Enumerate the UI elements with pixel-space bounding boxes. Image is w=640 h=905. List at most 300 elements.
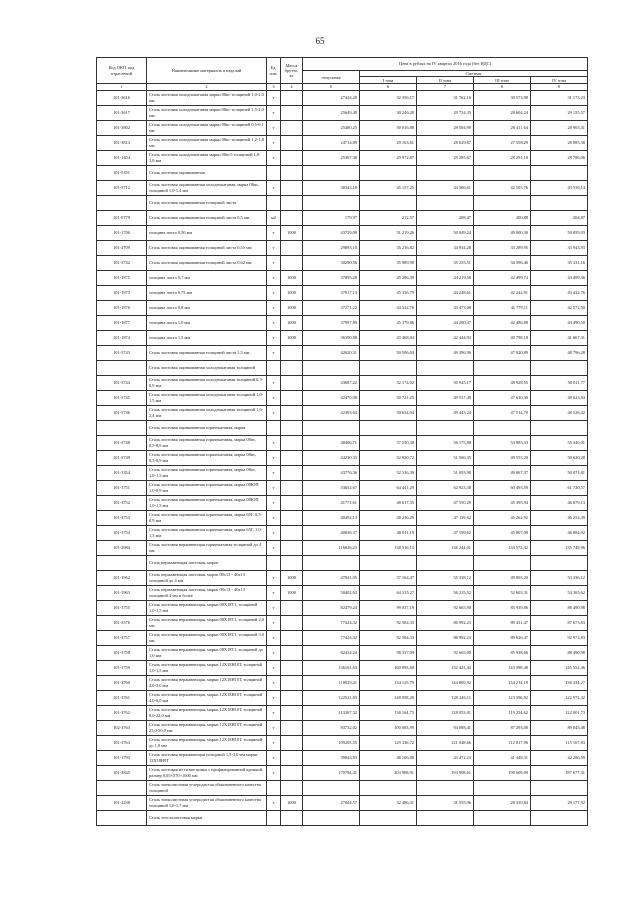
row-price-base: 27424,28 xyxy=(303,90,360,105)
row-mass xyxy=(281,405,303,420)
table-row xyxy=(97,90,588,105)
row-price-zone-4: 48 796,28 xyxy=(531,345,588,360)
row-unit xyxy=(267,360,281,375)
table-row xyxy=(97,195,588,210)
row-code: 101-1962 xyxy=(97,570,147,585)
row-price-base: 29893,10 xyxy=(303,240,360,255)
header-zone-2: II зона xyxy=(417,77,474,84)
row-price-base: 116826,23 xyxy=(303,540,360,555)
row-price-zone-4 xyxy=(531,780,588,795)
row-price-zone-1: 92 584,33 xyxy=(360,630,417,645)
row-mass xyxy=(281,540,303,555)
row-price-zone-2 xyxy=(417,360,474,375)
row-unit xyxy=(267,420,281,435)
row-price-zone-4: 145 552,46 xyxy=(531,660,588,675)
table-row xyxy=(97,105,588,120)
table-row xyxy=(97,345,588,360)
row-mass xyxy=(281,165,303,180)
row-price-zone-4: 135 749,96 xyxy=(531,540,588,555)
row-name: Сталь толстолистовая марки xyxy=(147,810,267,825)
row-price-base: 53652,67 xyxy=(303,480,360,495)
row-name: Сталь нержавеющая листовая, марок 08х13 - 40х13 толщиной 4 мм и более xyxy=(147,585,267,600)
row-code: 101-1404 xyxy=(97,150,147,165)
row-mass xyxy=(281,105,303,120)
table-row xyxy=(97,210,588,225)
row-name: толщина листа 1,5 мм xyxy=(147,330,267,345)
table-row xyxy=(97,810,588,825)
row-unit: т xyxy=(267,705,281,720)
row-code: 101-2984 xyxy=(97,540,147,555)
row-name: Сталь листовая нержавеющая, марки 12Х18Н10Т, толщиной 25,0-50,0 мм xyxy=(147,720,267,735)
table-row xyxy=(97,180,588,195)
table-row xyxy=(97,540,588,555)
row-price-zone-1: 32 356,17 xyxy=(360,90,417,105)
row-code: 101-3742 xyxy=(97,255,147,270)
row-price-zone-3: 28 291,10 xyxy=(474,150,531,165)
row-name: Сталь листовая оцинкованная горячекатаная, марка 65Г, 1,0-1,5 мм xyxy=(147,525,267,540)
row-code: 101-3576 xyxy=(97,615,147,630)
row-price-zone-2: 29 504,99 xyxy=(417,120,474,135)
row-mass xyxy=(281,135,303,150)
row-price-zone-4: 33 943,93 xyxy=(531,240,588,255)
row-price-zone-2: 92 665,90 xyxy=(417,600,474,615)
row-code: 101-0779 xyxy=(97,210,147,225)
row-name: Сталь листовая оцинкованная холоднокатаная, марка 08пс, толщиной 1,0-1,4 мм xyxy=(147,180,267,195)
row-price-zone-2: 44 248,61 xyxy=(417,285,474,300)
row-price-zone-3: 47 610,30 xyxy=(474,390,531,405)
row-price-zone-4: 87 673,83 xyxy=(531,615,588,630)
row-unit xyxy=(267,165,281,180)
row-price-zone-2: 29 285,67 xyxy=(417,150,474,165)
header-estimated: отпускная xyxy=(303,71,360,84)
row-price-zone-1: 46 106,00 xyxy=(360,750,417,765)
row-price-zone-2: 94 088,41 xyxy=(417,720,474,735)
row-price-zone-3: 49 067,37 xyxy=(474,465,531,480)
row-price-zone-1: 45 336,79 xyxy=(360,285,417,300)
table-row xyxy=(97,525,588,540)
row-price-zone-3: 40 798,18 xyxy=(474,330,531,345)
row-mass xyxy=(281,450,303,465)
row-price-zone-1: 29 972,87 xyxy=(360,150,417,165)
table-row xyxy=(97,690,588,705)
row-unit: т xyxy=(267,585,281,600)
row-price-zone-2: 31 762,16 xyxy=(417,90,474,105)
row-price-zone-1: 57 550,30 xyxy=(360,435,417,450)
row-name: Сталь листовая холоднокатаная марки 08пс толщиной 1,2-1,8 мм xyxy=(147,135,267,150)
row-price-zone-2: 42 444,93 xyxy=(417,330,474,345)
table-row xyxy=(97,765,588,780)
row-mass xyxy=(281,420,303,435)
row-code: 101-3757 xyxy=(97,630,147,645)
header-zone-4: IV зона xyxy=(531,77,588,84)
row-mass xyxy=(281,195,303,210)
row-code: 101-3754 xyxy=(97,525,147,540)
row-name: Сталь листовая нержавеющая, марки 12Х18Н10Т, толщиной 2,0-3,0 мм xyxy=(147,675,267,690)
row-price-zone-4: 53 336,12 xyxy=(531,570,588,585)
row-name: Сталь листовая нержавеющая толщиной 1,5-3,0 мм марки 12Х18Н9Т xyxy=(147,750,267,765)
row-price-zone-4: 187 677,31 xyxy=(531,765,588,780)
row-price-zone-4: 43 432,76 xyxy=(531,285,588,300)
row-price-zone-2: 44 306,61 xyxy=(417,180,474,195)
row-mass xyxy=(281,480,303,495)
table-row xyxy=(97,480,588,495)
row-mass xyxy=(281,375,303,390)
row-code: 101-3759 xyxy=(97,660,147,675)
row-price-zone-2: 47 550,29 xyxy=(417,495,474,510)
table-row xyxy=(97,570,588,585)
row-code: 101-1706 xyxy=(97,225,147,240)
row-name: Сталь листовая оцинкованная толщиной листа xyxy=(147,195,267,210)
row-name: Сталь листовая оцинкованная толщиной листа 0,55 мм xyxy=(147,240,267,255)
column-index: 8 xyxy=(474,84,531,90)
row-price-zone-1: 45 379,86 xyxy=(360,315,417,330)
row-price-zone-3: 45 262,92 xyxy=(474,510,531,525)
row-mass xyxy=(281,735,303,750)
row-mass: 1000 xyxy=(281,270,303,285)
row-name: Сталь листовая оцинкованная холоднокатаная толщиной 0,5-0,9 мм xyxy=(147,375,267,390)
row-price-zone-1: 50 721,25 xyxy=(360,390,417,405)
row-code: 101-3755 xyxy=(97,600,147,615)
row-price-zone-2: 47 119,62 xyxy=(417,510,474,525)
row-mass xyxy=(281,645,303,660)
row-price-zone-3: 30 573,98 xyxy=(474,90,531,105)
row-price-zone-2: 44 280,47 xyxy=(417,315,474,330)
row-code: 101-3748 xyxy=(97,435,147,450)
column-index: 4 xyxy=(281,84,303,90)
row-price-zone-1: 52 336,39 xyxy=(360,465,417,480)
row-price-base: 30290,56 xyxy=(303,255,360,270)
row-price-zone-4: 204,87 xyxy=(531,210,588,225)
row-price-base xyxy=(303,555,360,570)
row-price-zone-3: 119 254,62 xyxy=(474,705,531,720)
row-price-zone-2: 50 049,24 xyxy=(417,225,474,240)
table-row xyxy=(97,315,588,330)
row-price-zone-3: 47 514,70 xyxy=(474,405,531,420)
row-unit xyxy=(267,780,281,795)
row-mass: 1000 xyxy=(281,300,303,315)
row-price-base: 43729,09 xyxy=(303,225,360,240)
row-name: Сталь листовая оцинкованная xyxy=(147,165,267,180)
row-price-zone-4: 31 173,23 xyxy=(531,90,588,105)
row-price-zone-3: 49 000,30 xyxy=(474,225,531,240)
row-code: 101-5351 xyxy=(97,165,147,180)
row-price-zone-2: 43 473,08 xyxy=(417,300,474,315)
row-name: толщина листа 0,8 мм xyxy=(147,300,267,315)
row-price-base: 42620,31 xyxy=(303,345,360,360)
table-row xyxy=(97,735,588,750)
row-price-zone-4: 43 490,50 xyxy=(531,315,588,330)
row-unit: т xyxy=(267,630,281,645)
row-price-zone-4: 50 620,28 xyxy=(531,450,588,465)
row-price-zone-3 xyxy=(474,555,531,570)
row-price-zone-1: 43 468,84 xyxy=(360,330,417,345)
row-price-zone-4: 46 679,13 xyxy=(531,495,588,510)
row-code: 101-3753 xyxy=(97,510,147,525)
row-price-base: 113367,32 xyxy=(303,705,360,720)
header-unit: Ед. изм. xyxy=(267,58,281,84)
row-price-zone-1 xyxy=(360,195,417,210)
row-unit: т xyxy=(267,180,281,195)
row-mass xyxy=(281,435,303,450)
table-row xyxy=(97,165,588,180)
row-price-base: 122521,83 xyxy=(303,690,360,705)
row-unit: т xyxy=(267,270,281,285)
row-unit: т xyxy=(267,300,281,315)
row-price-zone-1: 100 083,99 xyxy=(360,720,417,735)
row-price-base: 42393,64 xyxy=(303,405,360,420)
row-code: 101-1873 xyxy=(97,285,147,300)
row-price-zone-4: 61 720,57 xyxy=(531,480,588,495)
row-unit: т xyxy=(267,735,281,750)
row-name: Сталь листовая нержавеющая, марки 08Х18Т1, толщиной 1,0-1,5 мм xyxy=(147,600,267,615)
row-price-zone-3: 42 503,76 xyxy=(474,180,531,195)
row-code: 101-3751 xyxy=(97,480,147,495)
table-row xyxy=(97,750,588,765)
table-row xyxy=(97,270,588,285)
table-row xyxy=(97,450,588,465)
table-row xyxy=(97,675,588,690)
table-row xyxy=(97,240,588,255)
row-price-zone-2: 29 734,35 xyxy=(417,105,474,120)
row-price-zone-1: 45 157,25 xyxy=(360,180,417,195)
table-row xyxy=(97,585,588,600)
row-price-zone-3: 134 572,42 xyxy=(474,540,531,555)
row-price-zone-1 xyxy=(360,555,417,570)
row-price-zone-1: 148 058,20 xyxy=(360,690,417,705)
header-name: Наименование материалов и изделий xyxy=(147,58,267,84)
row-mass xyxy=(281,810,303,825)
table-row xyxy=(97,405,588,420)
row-price-zone-1: 129 336,72 xyxy=(360,735,417,750)
row-price-zone-3 xyxy=(474,780,531,795)
row-unit: т xyxy=(267,615,281,630)
row-code xyxy=(97,780,147,795)
row-price-zone-3: 34 396,46 xyxy=(474,255,531,270)
row-price-zone-1: 92 584,33 xyxy=(360,615,417,630)
row-unit: т xyxy=(267,330,281,345)
row-price-zone-4: 55 346,01 xyxy=(531,435,588,450)
row-price-zone-1: 44 522,76 xyxy=(360,300,417,315)
row-name: Сталь нержавеющая листовая, марок 08х13 - 40х13 толщиной до 4 мм xyxy=(147,570,267,585)
row-price-zone-4: 35 331,16 xyxy=(531,255,588,270)
row-price-zone-4: 42 572,50 xyxy=(531,300,588,315)
row-code: 101-2709 xyxy=(97,240,147,255)
row-code: 101-3845 xyxy=(97,765,147,780)
row-price-zone-2: 56 215,52 xyxy=(417,585,474,600)
table-row xyxy=(97,705,588,720)
row-price-zone-1: 138 516,13 xyxy=(360,540,417,555)
row-price-zone-3: 45 395,94 xyxy=(474,495,531,510)
row-mass: 1000 xyxy=(281,795,303,810)
table-body xyxy=(97,90,588,825)
table-row xyxy=(97,135,588,150)
row-price-base: 27044,57 xyxy=(303,795,360,810)
row-code: 101-3762 xyxy=(97,705,147,720)
row-mass xyxy=(281,510,303,525)
header-incl: Сметная xyxy=(360,71,588,77)
row-price-base: 83732,02 xyxy=(303,720,360,735)
row-price-zone-1: 48 011,19 xyxy=(360,525,417,540)
row-price-zone-1: 50 506,04 xyxy=(360,345,417,360)
row-price-zone-1: 212,57 xyxy=(360,210,417,225)
row-name: Сталь листовая холоднокатаная марки 08пс5 толщиной 1,0-3,0 мм xyxy=(147,150,267,165)
row-code: 101-1876 xyxy=(97,300,147,315)
row-price-base: 24714,89 xyxy=(303,135,360,150)
row-name: Сталь листовая нержавеющая, марки 12Х18Н10Т, толщиной 8,0-22,0 мм xyxy=(147,705,267,720)
row-price-zone-4 xyxy=(531,555,588,570)
row-unit xyxy=(267,810,281,825)
row-unit: т xyxy=(267,225,281,240)
row-mass: 1000 xyxy=(281,225,303,240)
row-price-zone-3: 45 807,09 xyxy=(474,525,531,540)
row-code: 101-3746 xyxy=(97,405,147,420)
row-price-zone-2: 208,47 xyxy=(417,210,474,225)
table-row xyxy=(97,360,588,375)
row-mass xyxy=(281,180,303,195)
row-price-zone-2: 47 199,62 xyxy=(417,525,474,540)
column-index: 9 xyxy=(531,84,588,90)
row-price-zone-1: 35 989,98 xyxy=(360,255,417,270)
row-price-zone-2 xyxy=(417,165,474,180)
row-unit xyxy=(267,195,281,210)
row-name: Сталь листовая оцинкованная холоднокатаная толщиной 1,6-2,4 мм xyxy=(147,405,267,420)
table-row xyxy=(97,615,588,630)
row-code xyxy=(97,360,147,375)
row-price-zone-3: 28 604,24 xyxy=(474,105,531,120)
row-mass xyxy=(281,705,303,720)
row-price-base: 170784,41 xyxy=(303,765,360,780)
row-price-zone-1: 45 286,39 xyxy=(360,270,417,285)
row-price-zone-4: 88 490,98 xyxy=(531,645,588,660)
row-price-zone-3: 49 803,20 xyxy=(474,570,531,585)
row-unit: м2 xyxy=(267,210,281,225)
row-mass xyxy=(281,525,303,540)
row-price-zone-2: 144 869,92 xyxy=(417,675,474,690)
row-unit: т xyxy=(267,405,281,420)
row-price-base: 37997,89 xyxy=(303,315,360,330)
row-mass xyxy=(281,240,303,255)
table-row xyxy=(97,255,588,270)
row-code: 101-3617 xyxy=(97,105,147,120)
row-price-zone-4 xyxy=(531,420,588,435)
row-price-zone-3: 123 396,92 xyxy=(474,690,531,705)
row-price-zone-4 xyxy=(531,810,588,825)
row-price-zone-3: 47 820,89 xyxy=(474,345,531,360)
row-price-zone-1: 51 219,26 xyxy=(360,225,417,240)
row-unit: т xyxy=(267,150,281,165)
row-price-zone-4 xyxy=(531,165,588,180)
row-unit: т xyxy=(267,375,281,390)
row-mass xyxy=(281,390,303,405)
row-mass xyxy=(281,465,303,480)
row-unit: т xyxy=(267,480,281,495)
row-price-zone-2: 34 934,28 xyxy=(417,240,474,255)
row-price-base: 40492,13 xyxy=(303,510,360,525)
row-price-zone-4: 115 167,83 xyxy=(531,735,588,750)
row-mass xyxy=(281,255,303,270)
row-unit: т xyxy=(267,120,281,135)
table-row xyxy=(97,600,588,615)
table-header xyxy=(97,58,588,91)
row-code: 101-1963 xyxy=(97,585,147,600)
row-price-zone-3: 200,88 xyxy=(474,210,531,225)
column-index: 7 xyxy=(417,84,474,90)
row-price-zone-2: 56 175,88 xyxy=(417,435,474,450)
column-index: 1 xyxy=(97,84,147,90)
row-price-zone-2: 86 992,23 xyxy=(417,615,474,630)
row-mass xyxy=(281,630,303,645)
row-name: Сталь листовая из титан-цинка с профилированной кромкой, размер 0,65×570×1000 мм xyxy=(147,765,267,780)
table-row xyxy=(97,720,588,735)
row-price-zone-2: 31 555,96 xyxy=(417,795,474,810)
row-mass xyxy=(281,615,303,630)
row-code: 101-3744 xyxy=(97,375,147,390)
row-price-zone-2: 129 246,11 xyxy=(417,690,474,705)
row-price-zone-1: 98 337,09 xyxy=(360,645,417,660)
row-price-zone-4: 28 965,31 xyxy=(531,120,588,135)
row-name: Сталь тонколистовая углеродистая обыкновенного качества толщиной 1,0-1,7 мм xyxy=(147,795,267,810)
row-price-zone-4: 29 155,57 xyxy=(531,105,588,120)
row-name: Сталь тонколистовая углеродистая обыкновенного качества толщиной xyxy=(147,780,267,795)
row-price-zone-1: 35 216,82 xyxy=(360,240,417,255)
row-unit xyxy=(267,555,281,570)
row-code: 101-1874 xyxy=(97,330,147,345)
row-price-zone-2: 51 566,35 xyxy=(417,450,474,465)
row-price-zone-4: 50 011,77 xyxy=(531,375,588,390)
row-unit: т xyxy=(267,570,281,585)
row-price-zone-1: 50 634,94 xyxy=(360,405,417,420)
row-code: 101-3752 xyxy=(97,495,147,510)
row-mass: 1000 xyxy=(281,285,303,300)
row-name: Сталь листовая оцинкованная холоднокатаная толщиной 1,0-1,5 мм xyxy=(147,390,267,405)
row-mass xyxy=(281,750,303,765)
row-price-zone-3: 190 609,09 xyxy=(474,765,531,780)
row-name: Сталь листовая оцинкованная горячекатаная, марка 08пс, 0,5-0,9 мм xyxy=(147,435,267,450)
row-code: 101-1875 xyxy=(97,270,147,285)
row-price-zone-2: 49 443,24 xyxy=(417,405,474,420)
row-price-zone-1 xyxy=(360,360,417,375)
row-unit: т xyxy=(267,105,281,120)
row-unit: т xyxy=(267,465,281,480)
row-price-zone-2: 194 908,61 xyxy=(417,765,474,780)
row-price-zone-3: 42 242,91 xyxy=(474,285,531,300)
row-price-zone-4 xyxy=(531,195,588,210)
row-name: Сталь листовая оцинкованная горячекатаная, марка xyxy=(147,420,267,435)
row-price-zone-3: 60 493,59 xyxy=(474,480,531,495)
row-name: толщина листа 0,7 мм xyxy=(147,270,267,285)
row-price-zone-1: 160 093,60 xyxy=(360,660,417,675)
row-unit: т xyxy=(267,315,281,330)
row-price-zone-3: 28 339,84 xyxy=(474,795,531,810)
row-price-base xyxy=(303,810,360,825)
row-price-base xyxy=(303,420,360,435)
row-code: 101-3616 xyxy=(97,90,147,105)
row-price-zone-3: 87 293,08 xyxy=(474,720,531,735)
row-price-base: 40036,37 xyxy=(303,525,360,540)
table-row xyxy=(97,780,588,795)
row-mass xyxy=(281,90,303,105)
row-price-base: 25480,25 xyxy=(303,120,360,135)
row-price-zone-1: 134 125,79 xyxy=(360,675,417,690)
row-price-zone-3 xyxy=(474,165,531,180)
row-mass xyxy=(281,120,303,135)
row-price-base: 25649,40 xyxy=(303,105,360,120)
row-price-zone-2: 128 053,01 xyxy=(417,705,474,720)
row-unit: т xyxy=(267,450,281,465)
row-price-zone-4: 50 071,81 xyxy=(531,465,588,480)
row-name: Сталь листовая холоднокатаная марки 08пс толщиной 1,0-2,0 мм xyxy=(147,90,267,105)
row-price-zone-3: 89 626,47 xyxy=(474,630,531,645)
